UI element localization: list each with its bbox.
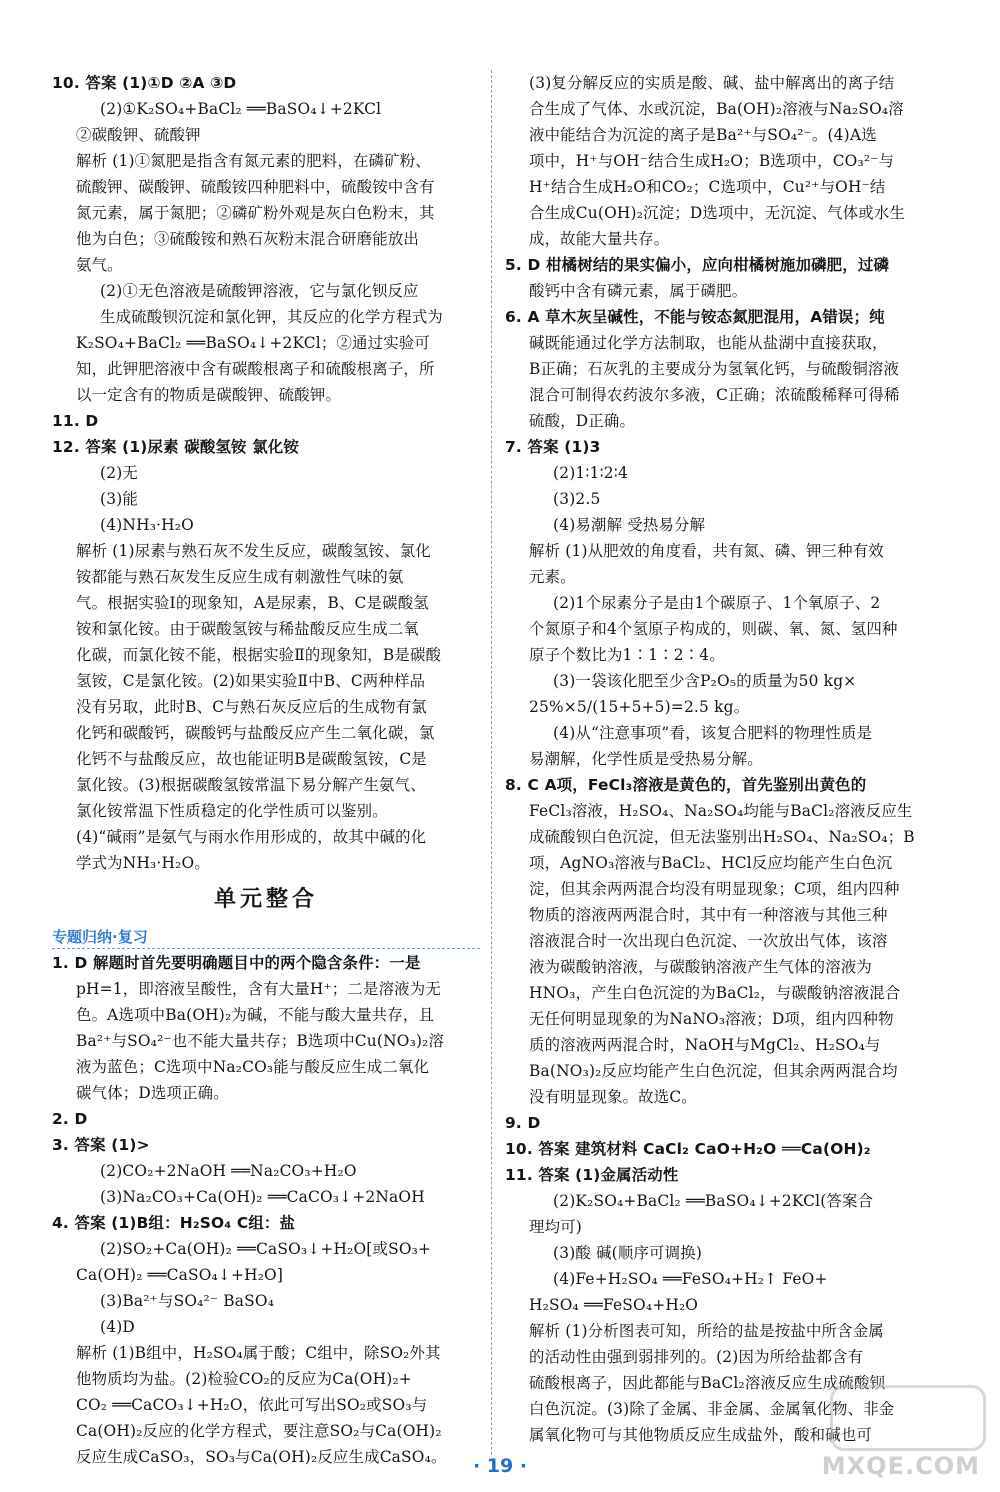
q4-explanation-cont: 成，故能大量共存。 [529, 230, 670, 248]
q10-explanation-line: (2)①无色溶液是硫酸钾溶液，它与氯化钡反应 [100, 282, 419, 300]
review-q8-line: 质的溶液两两混合时，NaOH与MgCl₂、H₂SO₄与 [529, 1036, 881, 1054]
review-q6-line: 混合可制得农药波尔多液，C正确；浓硫酸稀释可得稀 [529, 386, 900, 404]
q12-explanation-line: 铵和氯化铵。由于碳酸氢铵与稀盐酸反应生成二氧 [76, 620, 419, 638]
review-q7-explanation-line: (4)从“注意事项”看，该复合肥料的物理性质是 [553, 724, 873, 742]
q12-answer: 12. 答案 (1)尿素 碳酸氢铵 氯化铵 [52, 438, 299, 456]
review-q6: 6. A 草木灰呈碱性，不能与铵态氮肥混用，A错误；纯 [505, 308, 885, 326]
q12-answer-line: (3)能 [100, 490, 138, 508]
q12-explanation: 解析 (1)尿素与熟石灰不发生反应，碳酸氢铵、氯化 [76, 542, 431, 560]
review-q11-line: (2)K₂SO₄+BaCl₂ ══BaSO₄↓+2KCl(答案合 [553, 1192, 874, 1210]
q12-explanation-line: 铵都能与熟石灰发生反应生成有刺激性气味的氨 [76, 568, 404, 586]
section-rule [52, 948, 480, 949]
review-q8: 8. C A项，FeCl₃溶液是黄色的，首先鉴别出黄色的 [505, 776, 867, 794]
q10-explanation-line: 生成硫酸钡沉淀和氯化钾，其反应的化学方程式为 [100, 308, 443, 326]
q12-explanation-line: (4)“碱雨”是氨气与雨水作用形成的，故其中碱的化 [76, 828, 427, 846]
q4-explanation-cont: (3)复分解反应的实质是酸、碱、盐中解离出的离子结 [529, 74, 895, 92]
review-q8-line: 项，AgNO₃溶液与BaCl₂、HCl反应均能产生白色沉 [529, 854, 893, 872]
review-q7-explanation-line: (2)1个尿素分子是由1个碳原子、1个氧原子、2 [553, 594, 881, 612]
q12-explanation-line: 气。根据实验Ⅰ的现象知，A是尿素，B、C是碳酸氢 [76, 594, 429, 612]
review-q4: 4. 答案 (1)B组：H₂SO₄ C组：盐 [52, 1214, 296, 1232]
review-q4-explanation-line: 他物质均为盐。(2)检验CO₂的反应为Ca(OH)₂+ [76, 1370, 412, 1388]
review-q10: 10. 答案 建筑材料 CaCl₂ CaO+H₂O ══Ca(OH)₂ [505, 1140, 871, 1158]
review-q4-explanation-line: Ca(OH)₂反应的化学方程式，要注意SO₂与Ca(OH)₂ [76, 1422, 442, 1440]
q10-answer: 10. 答案 (1)①D ②A ③D [52, 74, 237, 92]
q10-explanation: 解析 (1)①氮肥是指含有氮元素的肥料，在磷矿粉、 [76, 152, 431, 170]
review-q1-line: 液为蓝色；C选项中Na₂CO₃能与酸反应生成二氧化 [76, 1058, 430, 1076]
review-q7-explanation-line: 元素。 [529, 568, 576, 586]
review-q8-line: 液为碳酸钠溶液，与碳酸钠溶液产生气体的溶液为 [529, 958, 872, 976]
q10-answer-line: ②碳酸钾、硫酸钾 [76, 126, 201, 144]
section-subtitle: 专题归纳·复习 [52, 928, 148, 946]
q10-explanation-line: 氨气。 [76, 256, 123, 274]
review-q11-explanation-line: 硫酸根离子，因此都能与BaCl₂溶液反应生成硫酸钡 [529, 1374, 886, 1392]
review-q5: 5. D 柑橘树结的果实偏小，应向柑橘树施加磷肥，过磷 [505, 256, 890, 274]
q10-explanation-line: 知，此钾肥溶液中含有碳酸根离子和硫酸根离子，所 [76, 360, 435, 378]
review-q3-line: (3)Na₂CO₃+Ca(OH)₂ ══CaCO₃↓+2NaOH [100, 1188, 425, 1206]
q11-answer: 11. D [52, 412, 99, 430]
review-q11-explanation-line: 的活动性由强到弱排列的。(2)因为所给盐都含有 [529, 1348, 864, 1366]
review-q4-line: Ca(OH)₂ ══CaSO₄↓+H₂O] [76, 1266, 284, 1284]
review-q1-line: 碳气体；D选项正确。 [76, 1084, 229, 1102]
review-q7-explanation-line: (3)一袋该化肥至少含P₂O₅的质量为50 kg× [553, 672, 857, 690]
review-q2: 2. D [52, 1110, 88, 1128]
review-q11-line: (4)Fe+H₂SO₄ ══FeSO₄+H₂↑ FeO+ [553, 1270, 828, 1288]
review-q8-line: 物质的溶液两两混合时，其中有一种溶液与其他三种 [529, 906, 888, 924]
review-q8-line: 成硫酸钡白色沉淀，但无法鉴别出H₂SO₄、Na₂SO₄；B [529, 828, 915, 846]
review-q8-line: FeCl₃溶液，H₂SO₄、Na₂SO₄均能与BaCl₂溶液反应生 [529, 802, 913, 820]
watermark-badge-icon [830, 1385, 986, 1451]
q12-answer-line: (2)无 [100, 464, 138, 482]
review-q11: 11. 答案 (1)金属活动性 [505, 1166, 679, 1184]
q12-answer-line: (4)NH₃·H₂O [100, 516, 194, 534]
review-q1: 1. D 解题时首先要明确题目中的两个隐含条件：一是 [52, 954, 421, 972]
review-q4-explanation: 解析 (1)B组中，H₂SO₄属于酸；C组中，除SO₂外其 [76, 1344, 441, 1362]
review-q11-line: H₂SO₄ ══FeSO₄+H₂O [529, 1296, 699, 1314]
q10-explanation-line: K₂SO₄+BaCl₂ ══BaSO₄↓+2KCl；②通过实验可 [76, 334, 430, 352]
q10-explanation-line: 他为白色；③硫酸铵和熟石灰粉末混合研磨能放出 [76, 230, 419, 248]
review-q6-line: 碱既能通过化学方法制取，也能从盐湖中直接获取， [529, 334, 888, 352]
watermark-text: MXQE.COM [821, 1452, 980, 1480]
q12-explanation-line: 学式为NH₃·H₂O。 [76, 854, 210, 872]
review-q1-line: Ba²⁺与SO₄²⁻也不能大量共存；B选项中Cu(NO₃)₂溶 [76, 1032, 445, 1050]
review-q7-explanation-line: 25%×5/(15+5+5)=2.5 kg。 [529, 698, 750, 716]
q12-explanation-line: 氢铵，C是氯化铵。(2)如果实验Ⅱ中B、C两种样品 [76, 672, 426, 690]
review-q11-explanation-line: 白色沉淀。(3)除了金属、非金属、金属氧化物、非金 [529, 1400, 895, 1418]
review-q8-line: Ba(NO₃)₂反应均能产生白色沉淀，但其余两两混合均 [529, 1062, 898, 1080]
q12-explanation-line: 化钙和碳酸钙，碳酸钙与盐酸反应产生二氧化碳，氯 [76, 724, 435, 742]
review-q9: 9. D [505, 1114, 541, 1132]
review-q4-line: (4)D [100, 1318, 135, 1336]
q4-explanation-cont: 合生成了气体、水或沉淀，Ba(OH)₂溶液与Na₂SO₄溶 [529, 100, 904, 118]
review-q3-line: (2)CO₂+2NaOH ══Na₂CO₃+H₂O [100, 1162, 357, 1180]
review-q1-line: pH=1，即溶液呈酸性，含有大量H⁺；二是溶液为无 [76, 980, 441, 998]
review-q5-line: 酸钙中含有磷元素，属于磷肥。 [529, 282, 748, 300]
review-q1-line: 色。A选项中Ba(OH)₂为碱，不能与酸大量共存，且 [76, 1006, 435, 1024]
review-q4-line: (2)SO₂+Ca(OH)₂ ══CaSO₃↓+H₂O[或SO₃+ [100, 1240, 432, 1258]
q4-explanation-cont: 项中，H⁺与OH⁻结合生成H₂O；B选项中，CO₃²⁻与 [529, 152, 895, 170]
q12-explanation-line: 没有另取，此时B、C与熟石灰反应后的生成物有氯 [76, 698, 427, 716]
review-q8-line: HNO₃，产生白色沉淀的为BaCl₂，与碳酸钠溶液混合 [529, 984, 901, 1002]
review-q7-explanation-line: 原子个数比为1∶1∶2∶4。 [529, 646, 725, 664]
review-q11-explanation-line: 属氧化物可与其他物质反应生成盐外，酸和碱也可 [529, 1426, 872, 1444]
review-q8-line: 溶液混合时一次出现白色沉淀、一次放出气体，该溶 [529, 932, 888, 950]
review-q3: 3. 答案 (1)> [52, 1136, 150, 1154]
q10-explanation-line: 氮元素，属于氮肥；②磷矿粉外观是灰白色粉末，其 [76, 204, 435, 222]
q10-answer-line: (2)①K₂SO₄+BaCl₂ ══BaSO₄↓+2KCl [100, 100, 382, 118]
review-q8-line: 无任何明显现象的为NaNO₃溶液；D项，组内四种物 [529, 1010, 894, 1028]
review-q7-line: (4)易潮解 受热易分解 [553, 516, 706, 534]
review-q7-explanation-line: 易潮解，化学性质是受热易分解。 [529, 750, 763, 768]
review-q8-line: 淀，但其余两两混合均没有明显现象；C项，组内四种 [529, 880, 900, 898]
q12-explanation-line: 化碳，而氯化铵不能，根据实验Ⅱ的现象知，B是碳酸 [76, 646, 442, 664]
q12-explanation-line: 氯化铵。(3)根据碳酸氢铵常温下易分解产生氨气、 [76, 776, 426, 794]
review-q7-line: (3)2.5 [553, 490, 601, 508]
column-divider [491, 70, 492, 1455]
page-number: · 19 · [472, 1455, 528, 1477]
review-q7-explanation-line: 个氮原子和4个氢原子构成的，则碳、氧、氮、氢四种 [529, 620, 898, 638]
review-q6-line: 硫酸，D正确。 [529, 412, 636, 430]
review-q7-explanation: 解析 (1)从肥效的角度看，共有氮、磷、钾三种有效 [529, 542, 884, 560]
review-q11-line: (3)酸 碱(顺序可调换) [553, 1244, 703, 1262]
q4-explanation-cont: H⁺结合生成H₂O和CO₂；C选项中，Cu²⁺与OH⁻结 [529, 178, 886, 196]
review-q7-line: (2)1∶1∶2∶4 [553, 464, 628, 482]
q10-explanation-line: 硫酸钾、碳酸钾、硫酸铵四种肥料中，硫酸铵中含有 [76, 178, 435, 196]
q4-explanation-cont: 液中能结合为沉淀的离子是Ba²⁺与SO₄²⁻。(4)A选 [529, 126, 877, 144]
q12-explanation-line: 氯化铵常温下性质稳定的化学性质可以鉴别。 [76, 802, 388, 820]
review-q4-explanation-line: 反应生成CaSO₃，SO₃与Ca(OH)₂反应生成CaSO₄。 [76, 1448, 447, 1466]
review-q7: 7. 答案 (1)3 [505, 438, 601, 456]
q4-explanation-cont: 合生成Cu(OH)₂沉淀；D选项中，无沉淀、气体或水生 [529, 204, 906, 222]
section-title: 单元整合 [213, 887, 318, 912]
review-q4-explanation-line: CO₂ ══CaCO₃↓+H₂O，依此可写出SO₂或SO₃与 [76, 1396, 428, 1414]
review-q4-line: (3)Ba²⁺与SO₄²⁻ BaSO₄ [100, 1292, 275, 1310]
watermark-logo [821, 1385, 986, 1480]
review-q11-explanation: 解析 (1)分析图表可知，所给的盐是按盐中所含金属 [529, 1322, 884, 1340]
review-q6-line: B正确；石灰乳的主要成分为氢氧化钙，与硫酸铜溶液 [529, 360, 900, 378]
review-q8-line: 没有明显现象。故选C。 [529, 1088, 697, 1106]
q12-explanation-line: 化钙不与盐酸反应，故也能证明B是碳酸氢铵，C是 [76, 750, 427, 768]
review-q11-line: 理均可) [529, 1218, 582, 1236]
q10-explanation-line: 以一定含有的物质是碳酸钾、硫酸钾。 [76, 386, 342, 404]
